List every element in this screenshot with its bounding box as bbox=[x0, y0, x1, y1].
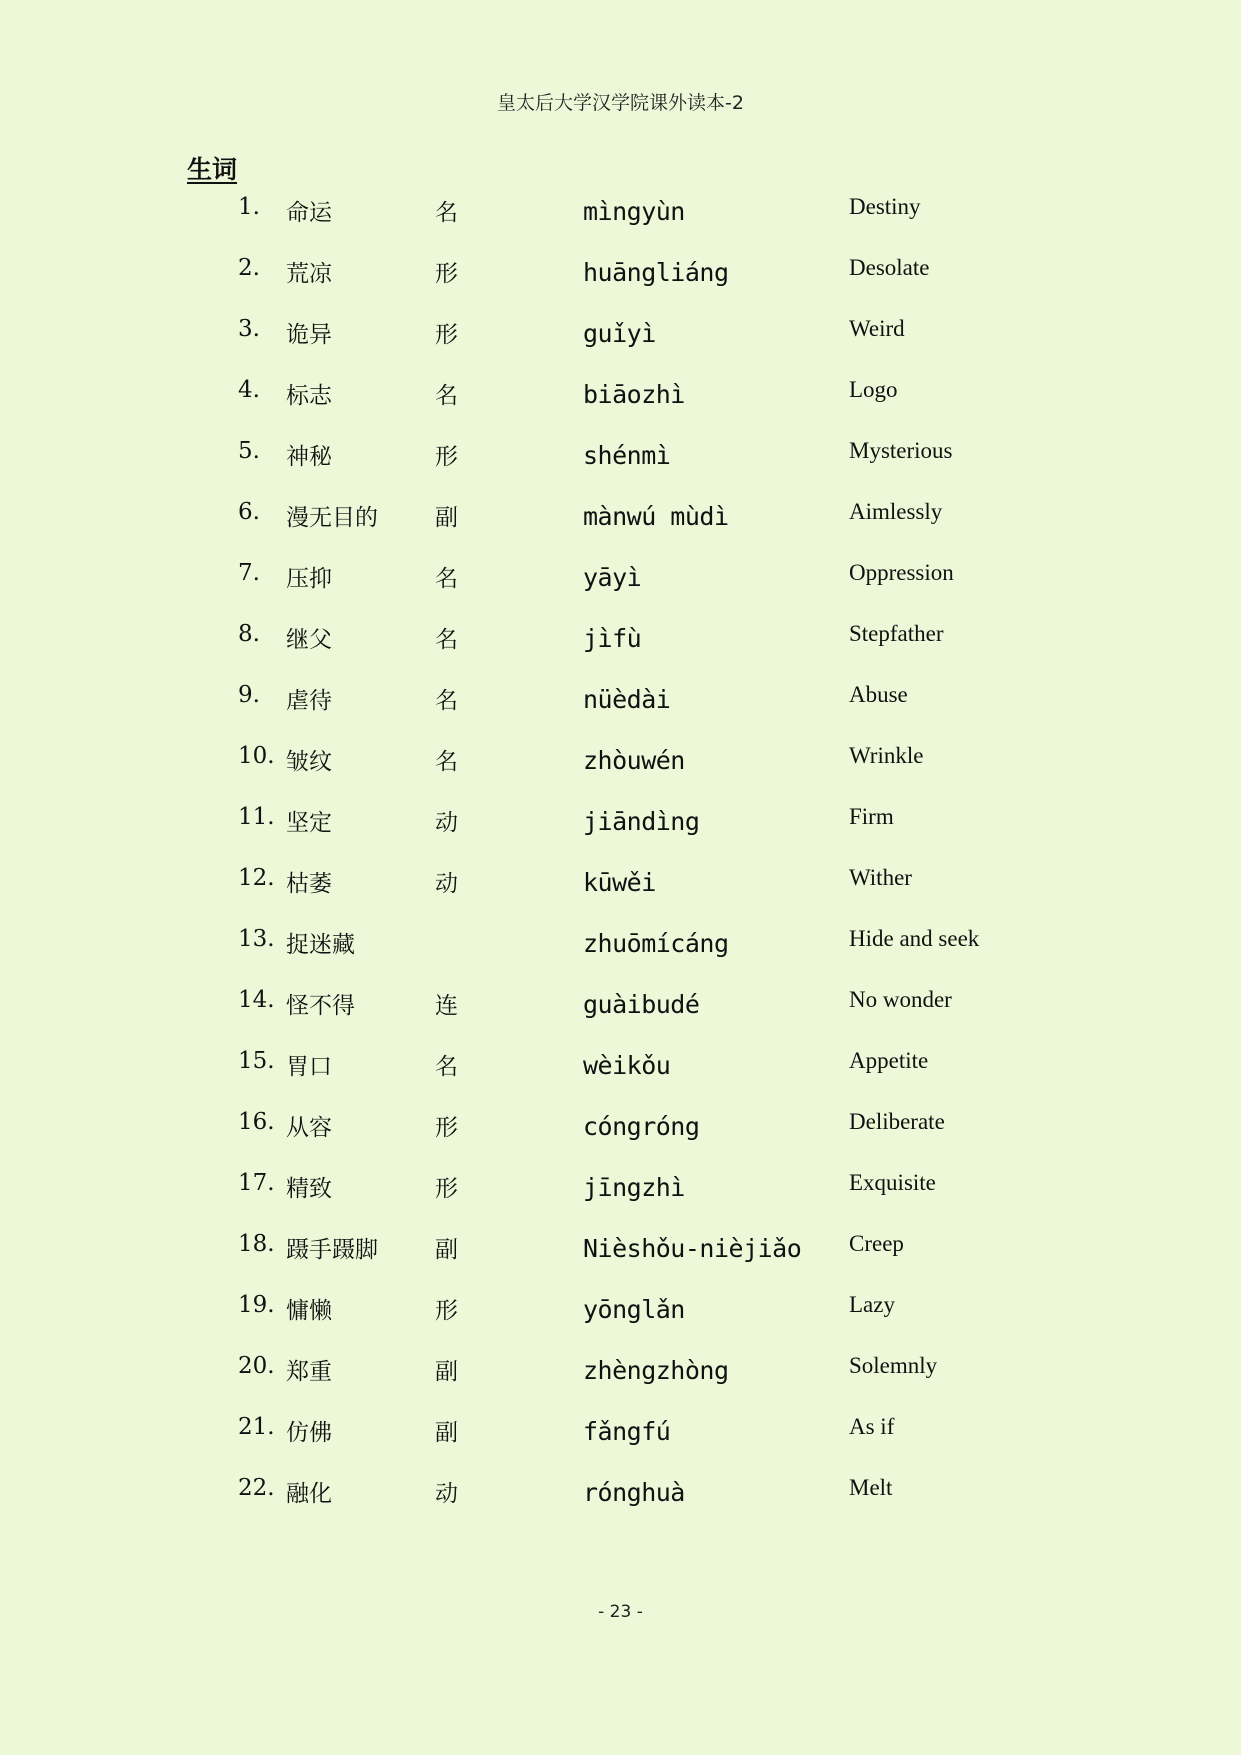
vocab-part-of-speech: 连 bbox=[435, 993, 458, 1019]
vocab-word: 胃口 bbox=[286, 1054, 332, 1080]
vocab-pinyin: zhèngzhòng bbox=[583, 1356, 729, 1385]
vocab-pinyin: rónghuà bbox=[583, 1478, 685, 1507]
vocab-row bbox=[0, 1347, 1241, 1408]
vocab-row bbox=[0, 371, 1241, 432]
vocab-row bbox=[0, 432, 1241, 493]
vocab-pinyin: jìfù bbox=[583, 624, 642, 653]
vocab-pinyin: mànwú mùdì bbox=[583, 502, 729, 531]
vocab-word: 郑重 bbox=[286, 1359, 332, 1385]
vocab-word: 融化 bbox=[286, 1481, 332, 1507]
vocab-word: 慵懒 bbox=[286, 1298, 332, 1324]
vocab-pinyin: mìngyùn bbox=[583, 197, 685, 226]
vocab-meaning: Oppression bbox=[849, 560, 954, 585]
vocab-part-of-speech: 名 bbox=[435, 627, 458, 653]
vocab-pinyin: guǐyì bbox=[583, 319, 656, 348]
vocab-pinyin: yāyì bbox=[583, 563, 642, 592]
vocab-part-of-speech: 动 bbox=[435, 871, 458, 897]
vocab-number: 1. bbox=[238, 194, 260, 220]
vocab-word: 虐待 bbox=[286, 688, 332, 714]
vocab-number: 10. bbox=[238, 743, 275, 769]
vocab-pinyin: Nièshǒu-nièjiǎo bbox=[583, 1234, 802, 1263]
vocab-number: 16. bbox=[238, 1109, 275, 1135]
vocab-row bbox=[0, 249, 1241, 310]
vocab-word: 从容 bbox=[286, 1115, 332, 1141]
vocab-pinyin: huāngliáng bbox=[583, 258, 729, 287]
vocab-word: 怪不得 bbox=[286, 993, 355, 1019]
vocab-part-of-speech: 动 bbox=[435, 810, 458, 836]
vocab-number: 14. bbox=[238, 987, 275, 1013]
vocab-number: 5. bbox=[238, 438, 260, 464]
vocab-row bbox=[0, 737, 1241, 798]
vocab-word: 继父 bbox=[286, 627, 332, 653]
vocab-word: 标志 bbox=[286, 383, 332, 409]
vocab-row bbox=[0, 310, 1241, 371]
vocab-pinyin: cóngróng bbox=[583, 1112, 700, 1141]
vocab-part-of-speech: 名 bbox=[435, 1054, 458, 1080]
vocab-word: 捉迷藏 bbox=[286, 932, 355, 958]
vocab-number: 11. bbox=[238, 804, 275, 830]
vocab-word: 命运 bbox=[286, 200, 332, 226]
vocab-meaning: Melt bbox=[849, 1475, 893, 1500]
vocab-meaning: No wonder bbox=[849, 987, 952, 1012]
vocab-meaning: Desolate bbox=[849, 255, 930, 280]
vocab-number: 7. bbox=[238, 560, 260, 586]
vocab-number: 9. bbox=[238, 682, 260, 708]
vocab-row bbox=[0, 1225, 1241, 1286]
vocab-meaning: Solemnly bbox=[849, 1353, 938, 1378]
vocab-number: 21. bbox=[238, 1414, 275, 1440]
vocab-pinyin: biāozhì bbox=[583, 380, 685, 409]
vocab-word: 神秘 bbox=[286, 444, 332, 470]
vocab-number: 15. bbox=[238, 1048, 275, 1074]
vocab-part-of-speech: 形 bbox=[435, 444, 458, 470]
vocab-meaning: Appetite bbox=[849, 1048, 929, 1073]
vocab-part-of-speech: 形 bbox=[435, 1298, 458, 1324]
vocab-number: 13. bbox=[238, 926, 275, 952]
vocab-pinyin: yōnglǎn bbox=[583, 1295, 685, 1324]
vocab-meaning: Weird bbox=[849, 316, 905, 341]
vocab-pinyin: wèikǒu bbox=[583, 1051, 671, 1080]
vocab-number: 22. bbox=[238, 1475, 275, 1501]
vocab-number: 8. bbox=[238, 621, 260, 647]
vocab-number: 19. bbox=[238, 1292, 275, 1318]
vocab-row bbox=[0, 1164, 1241, 1225]
vocab-row bbox=[0, 798, 1241, 859]
vocab-word: 皱纹 bbox=[286, 749, 332, 775]
vocab-word: 荒凉 bbox=[286, 261, 332, 287]
vocab-part-of-speech: 形 bbox=[435, 1115, 458, 1141]
vocab-row bbox=[0, 1042, 1241, 1103]
vocab-meaning: Wither bbox=[849, 865, 912, 890]
vocab-pinyin: nüèdài bbox=[583, 685, 671, 714]
vocab-meaning: Hide and seek bbox=[849, 926, 980, 951]
vocab-list bbox=[0, 188, 1241, 1530]
vocab-word: 压抑 bbox=[286, 566, 332, 592]
vocab-word: 漫无目的 bbox=[286, 505, 378, 531]
vocab-meaning: Stepfather bbox=[849, 621, 944, 646]
vocab-row bbox=[0, 1408, 1241, 1469]
vocab-pinyin: zhuōmícáng bbox=[583, 929, 729, 958]
vocab-meaning: Creep bbox=[849, 1231, 904, 1256]
vocab-meaning: Exquisite bbox=[849, 1170, 936, 1195]
vocab-part-of-speech: 名 bbox=[435, 566, 458, 592]
vocab-pinyin: zhòuwén bbox=[583, 746, 685, 775]
vocab-part-of-speech: 副 bbox=[435, 1237, 458, 1263]
vocab-row bbox=[0, 676, 1241, 737]
vocab-pinyin: jīngzhì bbox=[583, 1173, 685, 1202]
vocab-part-of-speech: 副 bbox=[435, 1359, 458, 1385]
vocab-pinyin: fǎngfú bbox=[583, 1417, 671, 1446]
vocab-pinyin: guàibudé bbox=[583, 990, 700, 1019]
vocab-number: 18. bbox=[238, 1231, 275, 1257]
vocab-pinyin: kūwěi bbox=[583, 868, 656, 897]
vocab-row bbox=[0, 981, 1241, 1042]
vocab-row bbox=[0, 1103, 1241, 1164]
vocab-word: 诡异 bbox=[286, 322, 332, 348]
section-title: 生词 bbox=[187, 155, 238, 184]
vocab-meaning: Aimlessly bbox=[849, 499, 943, 524]
vocab-part-of-speech: 副 bbox=[435, 1420, 458, 1446]
vocab-part-of-speech: 形 bbox=[435, 1176, 458, 1202]
vocab-number: 4. bbox=[238, 377, 260, 403]
vocab-word: 坚定 bbox=[286, 810, 332, 836]
vocab-meaning: Firm bbox=[849, 804, 894, 829]
vocab-row bbox=[0, 1469, 1241, 1530]
vocab-meaning: Destiny bbox=[849, 194, 921, 219]
vocab-part-of-speech: 动 bbox=[435, 1481, 458, 1507]
vocab-meaning: Logo bbox=[849, 377, 898, 402]
vocab-pinyin: jiāndìng bbox=[583, 807, 700, 836]
vocab-meaning: As if bbox=[849, 1414, 895, 1439]
vocab-part-of-speech: 名 bbox=[435, 749, 458, 775]
vocab-number: 17. bbox=[238, 1170, 275, 1196]
page-number: - 23 - bbox=[598, 1602, 643, 1622]
vocab-row bbox=[0, 554, 1241, 615]
vocab-meaning: Abuse bbox=[849, 682, 908, 707]
vocab-part-of-speech: 副 bbox=[435, 505, 458, 531]
vocab-row bbox=[0, 859, 1241, 920]
vocab-meaning: Deliberate bbox=[849, 1109, 945, 1134]
vocab-word: 蹑手蹑脚 bbox=[286, 1237, 378, 1263]
vocab-row bbox=[0, 188, 1241, 249]
vocab-word: 精致 bbox=[286, 1176, 332, 1202]
vocab-part-of-speech: 名 bbox=[435, 383, 458, 409]
vocab-part-of-speech: 名 bbox=[435, 200, 458, 226]
vocab-word: 枯萎 bbox=[286, 871, 332, 897]
vocab-row bbox=[0, 920, 1241, 981]
vocab-number: 6. bbox=[238, 499, 260, 525]
page-header: 皇太后大学汉学院课外读本-2 bbox=[497, 92, 744, 114]
vocab-number: 20. bbox=[238, 1353, 275, 1379]
vocab-row bbox=[0, 493, 1241, 554]
vocab-part-of-speech: 形 bbox=[435, 322, 458, 348]
vocab-part-of-speech: 名 bbox=[435, 688, 458, 714]
vocab-number: 3. bbox=[238, 316, 260, 342]
vocab-part-of-speech: 形 bbox=[435, 261, 458, 287]
vocab-meaning: Wrinkle bbox=[849, 743, 924, 768]
vocab-row bbox=[0, 1286, 1241, 1347]
vocab-meaning: Mysterious bbox=[849, 438, 953, 463]
vocab-pinyin: shénmì bbox=[583, 441, 671, 470]
vocab-number: 12. bbox=[238, 865, 275, 891]
vocab-row bbox=[0, 615, 1241, 676]
vocab-meaning: Lazy bbox=[849, 1292, 895, 1317]
vocab-word: 仿佛 bbox=[286, 1420, 332, 1446]
vocab-number: 2. bbox=[238, 255, 260, 281]
